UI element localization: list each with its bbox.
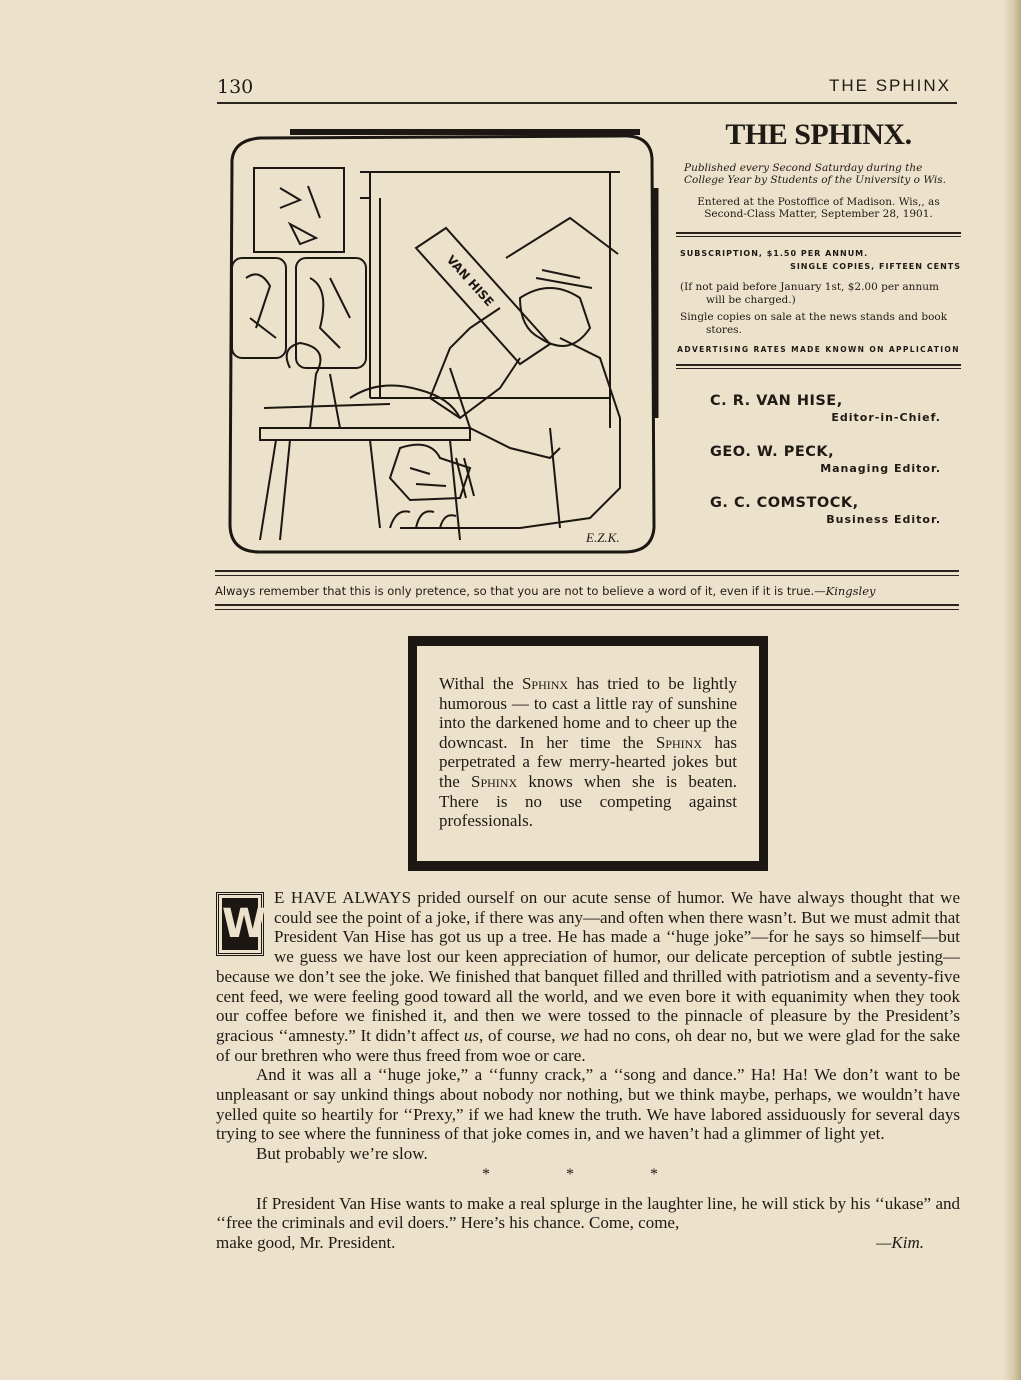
section-break-stars: * * * xyxy=(482,1165,694,1183)
artist-signature: E.Z.K. xyxy=(586,530,620,545)
editor-role: Managing Editor. xyxy=(820,462,941,475)
article-paragraph: And it was all a ‘‘huge joke,” a ‘‘funny crack,” a ‘‘song and dance.” Ha! Ha! We don’t want to be unpleasant or say unkind things about nobody nor nothing, but we think maybe, perhaps, we wouldn’t have yelled quite so heartily for ‘‘Prexy,” if we had knew the truth. We have labored assiduously for several days trying to see where the funniness of that joke comes in, and we haven’t had a glimmer of light yet. xyxy=(216,1065,960,1144)
editor-name: GEO. W. PECK, xyxy=(710,444,835,460)
egyptian-scribe-drawing xyxy=(220,128,660,556)
article-paragraph: But probably we’re slow. xyxy=(256,1144,428,1164)
article-emphasis: us xyxy=(463,1025,479,1045)
notice-fragment: has perpetrated a few merry-hearted jokes but the xyxy=(439,732,737,791)
notice-text xyxy=(439,674,737,831)
advertising-rates: ADVERTISING RATES MADE KNOWN ON APPLICATION xyxy=(677,345,960,354)
motto-text: Always remember that this is only pretence, so that you are not to believe a word of it, even if it is true. xyxy=(215,584,815,598)
drop-cap-letter: W xyxy=(222,898,258,950)
sphinx-name: Sphinx xyxy=(470,771,518,791)
boxed-notice xyxy=(408,636,768,871)
masthead-illustration xyxy=(220,128,660,556)
postoffice-entry: Entered at the Postoffice of Madison. Wis,, as Second-Class Matter, September 28, 1901. xyxy=(697,196,940,220)
single-copy-rate: SINGLE COPIES, FIFTEEN CENTS xyxy=(790,262,961,271)
article-text: , of course, xyxy=(478,1025,561,1045)
closing-line xyxy=(216,1233,960,1253)
article-text: had no cons, oh dear no, but we were glad for the sake of our brethren who were thus freed from woe or care. xyxy=(216,1025,960,1065)
masthead-rule xyxy=(676,364,961,369)
masthead-title: THE SPHINX. xyxy=(725,118,912,151)
editor-role: Editor-in-Chief. xyxy=(831,411,941,424)
news-stand-note: Single copies on sale at the news stands and book stores. xyxy=(680,311,948,336)
notice-fragment: Withal the xyxy=(439,674,522,693)
motto xyxy=(215,576,959,604)
motto-source: —Kingsley xyxy=(814,584,876,598)
notice-fragment: knows when she is beaten. There is no use competing against professionals. xyxy=(439,771,737,831)
page-number: 130 xyxy=(217,76,254,98)
notice-fragment: has tried to be lightly humorous — to cast a little ray of sunshine into the darkened home and to cheer up the downcast. In her time the xyxy=(439,674,737,752)
author-signature: —Kim. xyxy=(876,1232,924,1252)
article-emphasis: we xyxy=(560,1025,580,1045)
motto-band xyxy=(215,570,959,610)
subscription-rate: SUBSCRIPTION, $1.50 PER ANNUM. xyxy=(680,249,869,258)
article-closing: make good, Mr. President. xyxy=(216,1232,396,1252)
article-paragraph: If President Van Hise wants to make a real splurge in the laughter line, he will stick by his ‘‘ukase” and ‘‘free the criminals and evil doers.” Here’s his chance. Come, come, xyxy=(216,1193,960,1233)
masthead-rule xyxy=(676,232,961,237)
head-rule xyxy=(217,102,957,104)
editor-name: G. C. COMSTOCK, xyxy=(710,495,859,511)
editor-name: C. R. VAN HISE, xyxy=(710,393,843,409)
editor-role: Business Editor. xyxy=(826,513,941,526)
drop-cap xyxy=(216,892,267,956)
masthead xyxy=(676,118,961,526)
article-paragraph xyxy=(216,888,960,1065)
banner-lettering: VAN HISE xyxy=(443,252,497,310)
running-head xyxy=(217,74,957,104)
editorial-article xyxy=(216,888,960,1253)
sphinx-name: Sphinx xyxy=(655,732,703,752)
page-edge-shadow xyxy=(1003,0,1021,1380)
article-lead: E HAVE ALWAYS xyxy=(274,888,412,907)
journal-name: THE SPHINX xyxy=(828,76,951,95)
article-text: prided ourself on our acute sense of humor. We have always thought that we could see the point of a joke, if there was any—and often when there wasn’t. But we must admit that President Van Hise has got us up a tree. He has made a ‘‘huge joke”—for he says so himself—but we guess we have lost our keen appreciation of humor, our delicate perception of subtle jesting—because we don’t see the joke. We finished that banquet filled and thrilled with patriotism and a seventy-five cent feed, we were feeling good toward all the world, and we even bore it with equanimity when they took our coffee before we finished it, and then we were tossed to the pinnacle of pleasure by the President’s gracious ‘‘amnesty.” It didn’t affect xyxy=(216,888,960,1045)
publication-statement: Published every Second Saturday during the College Year by Students of the University o Wis. xyxy=(684,162,947,186)
late-payment-note: (If not paid before January 1st, $2.00 per annum will be charged.) xyxy=(680,281,939,306)
sphinx-name: Sphinx xyxy=(521,674,569,693)
motto-rule-bottom xyxy=(215,604,959,610)
